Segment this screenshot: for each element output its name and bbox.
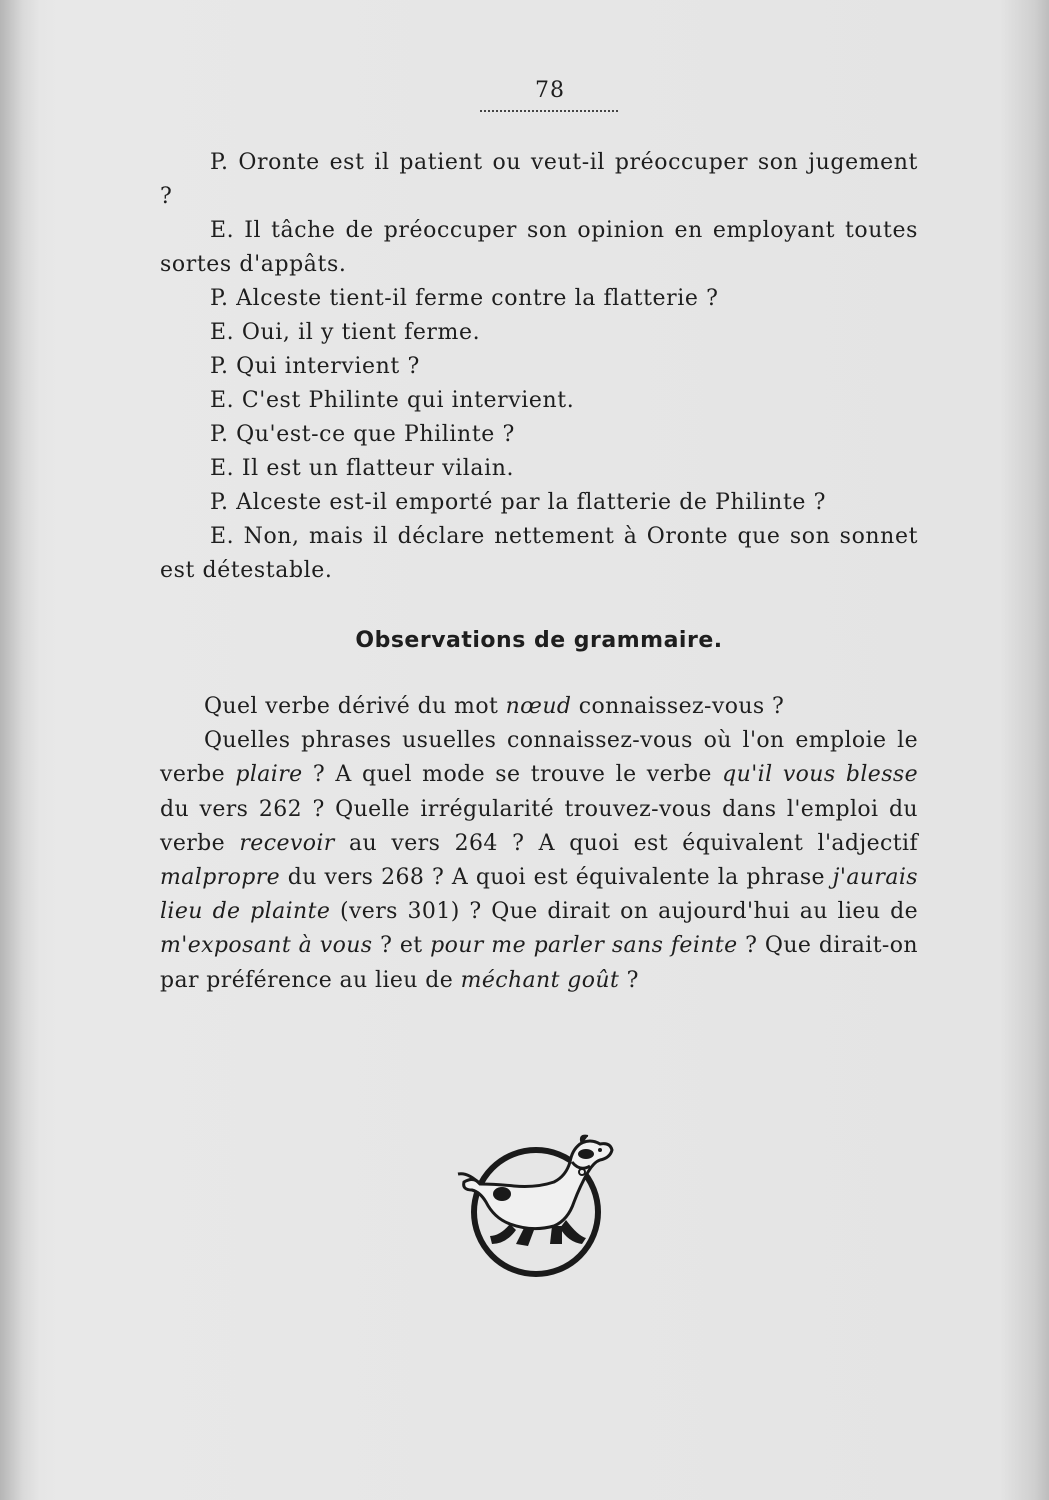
page-gutter-shadow — [0, 0, 22, 1500]
dog-vignette-icon — [450, 1132, 620, 1278]
speaker-label: E. — [210, 524, 235, 549]
dialogue-block — [160, 146, 918, 588]
speaker-label: E. — [210, 388, 235, 413]
dialogue-text: Il tâche de préoccuper son opinion en employant toutes sortes d'appâts. — [160, 218, 918, 277]
italic-term: pour me parler sans feinte — [430, 933, 738, 959]
speaker-label: P. — [210, 354, 229, 379]
dialogue-text: Alceste tient-il ferme contre la flatterie ? — [236, 286, 719, 311]
page-number: 78 — [535, 78, 565, 103]
italic-term: qu'il vous blesse — [722, 762, 919, 788]
dialogue-text: Oui, il y tient ferme. — [241, 320, 481, 345]
speaker-label: E. — [210, 320, 235, 345]
speaker-label: P. — [210, 490, 229, 515]
grammar-questions — [160, 690, 918, 998]
dialogue-text: C'est Philinte qui intervient. — [241, 388, 575, 413]
italic-term: m'exposant à vous — [160, 933, 373, 959]
dialogue-text: Oronte est il patient ou veut-il préoccuper son jugement ? — [160, 150, 919, 209]
italic-term: j'aurais lieu de plainte — [160, 865, 918, 925]
text-run: du vers 262 ? Quelle irrégularité trouvez-vous dans l'emploi du verbe — [160, 796, 918, 856]
text-run: ? Que dirait-on par préférence au lieu de — [160, 933, 918, 993]
speaker-label: E. — [210, 456, 235, 481]
dialogue-line-8 — [160, 452, 918, 486]
page-number-dotted-rule — [480, 110, 618, 112]
italic-term: recevoir — [239, 830, 335, 856]
grammar-paragraph-2 — [160, 724, 918, 998]
text-run: ? A quel mode se trouve le verbe — [302, 762, 723, 788]
italic-term: méchant goût — [460, 967, 620, 993]
dialogue-line-5 — [160, 350, 918, 384]
dialogue-text: Non, mais il déclare nettement à Oronte que son sonnet est détestable. — [160, 524, 919, 583]
dialogue-line-7 — [160, 418, 918, 452]
text-run: (vers 301) ? Que dirait on aujourd'hui au lieu de — [330, 899, 918, 925]
dialogue-line-3 — [160, 282, 918, 316]
text-run: du vers 268 ? A quoi est équivalente la phrase — [280, 865, 833, 891]
text-run: ? — [619, 967, 639, 993]
dialogue-text: Il est un flatteur vilain. — [241, 456, 515, 481]
section-heading: Observations de grammaire. — [355, 628, 723, 653]
grammar-paragraph-1 — [160, 690, 918, 724]
dialogue-line-10 — [160, 520, 918, 588]
dialogue-text: Qui intervient ? — [236, 354, 420, 379]
italic-term: malpropre — [160, 865, 281, 891]
speaker-label: P. — [210, 150, 229, 175]
dialogue-line-6 — [160, 384, 918, 418]
text-run: Quelles phrases usuelles connaissez-vous où l'on emploie le verbe — [160, 728, 918, 788]
speaker-label: E. — [210, 218, 235, 243]
text-run: connaissez-vous ? — [571, 694, 785, 719]
text-run: Quel verbe dérivé du mot — [204, 694, 506, 719]
speaker-label: P. — [210, 286, 229, 311]
italic-term: nœud — [505, 694, 572, 719]
speaker-label: P. — [210, 422, 229, 447]
dialogue-line-4 — [160, 316, 918, 350]
text-run: au vers 264 ? A quoi est équivalent l'adjectif — [334, 830, 918, 856]
dialogue-line-9 — [160, 486, 918, 520]
dialogue-text: Alceste est-il emporté par la flatterie de Philinte ? — [236, 490, 826, 515]
dialogue-line-1 — [160, 146, 918, 214]
dialogue-line-2 — [160, 214, 918, 282]
italic-term: plaire — [235, 762, 303, 788]
text-run: ? et — [372, 933, 431, 959]
dialogue-text: Qu'est-ce que Philinte ? — [236, 422, 515, 447]
